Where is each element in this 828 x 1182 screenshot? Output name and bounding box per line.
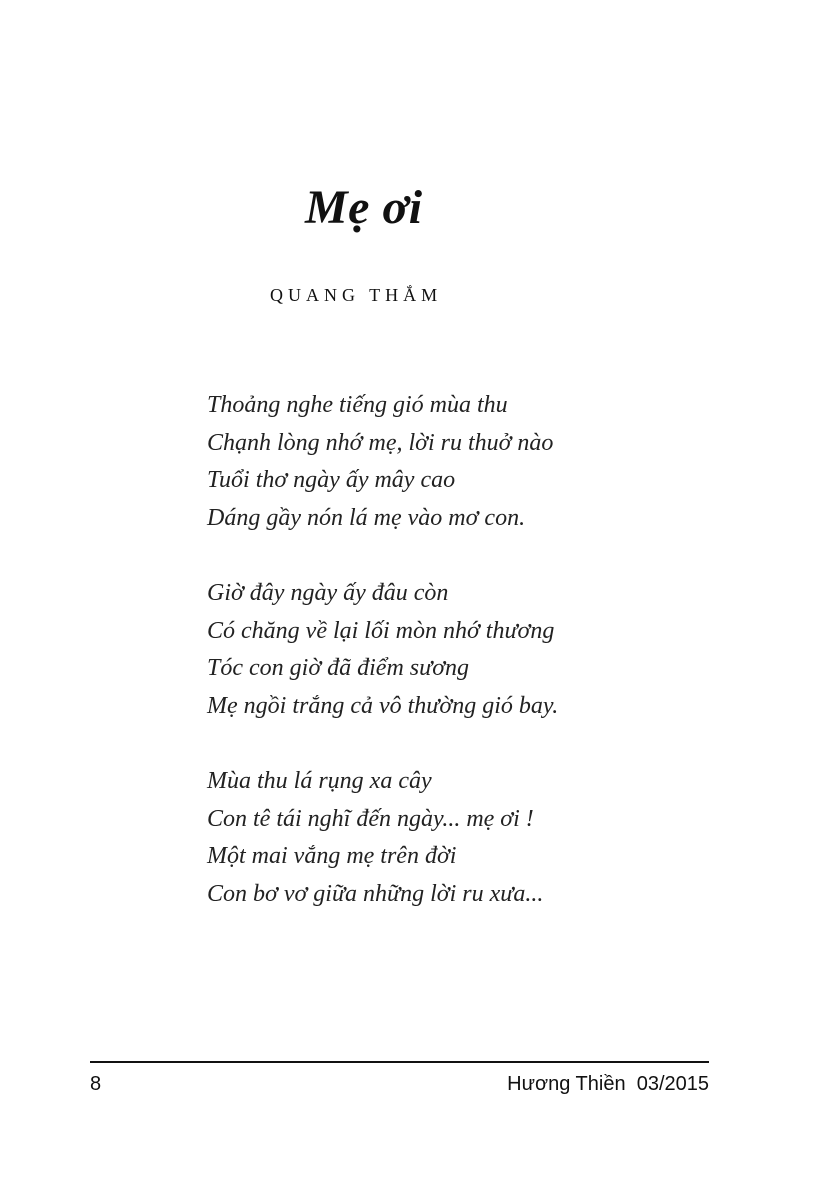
poem-line: Chạnh lòng nhớ mẹ, lời ru thuở nào <box>207 429 554 456</box>
poem-line: Tuổi thơ ngày ấy mây cao <box>207 467 456 493</box>
poem-line: Giờ đây ngày ấy đâu còn <box>207 580 449 606</box>
poem-line: Một mai vắng mẹ trên đời <box>207 843 457 869</box>
footer-divider <box>90 1061 709 1063</box>
poem-line: Tóc con giờ đã điểm sương <box>207 655 470 681</box>
poem-body <box>207 387 558 913</box>
stanza-1 <box>207 387 558 537</box>
poem-author: QUANG THẮM <box>270 285 443 305</box>
poem-line: Có chăng về lại lối mòn nhớ thương <box>207 617 555 644</box>
page-number: 8 <box>90 1073 102 1095</box>
poem-title: Mẹ ơi <box>305 181 423 234</box>
poem-line: Con bơ vơ giữa những lời ru xưa... <box>207 880 544 907</box>
poem-line: Thoảng nghe tiếng gió mùa thu <box>207 392 508 418</box>
publication-info: Hương Thiền 03/2015 <box>507 1073 709 1095</box>
poem-line: Mẹ ngồi trắng cả vô thường gió bay. <box>207 692 559 719</box>
stanza-2 <box>207 575 558 725</box>
poem-line: Dáng gầy nón lá mẹ vào mơ con. <box>207 504 526 531</box>
stanza-3 <box>207 763 558 913</box>
poem-line: Con tê tái nghĩ đến ngày... mẹ ơi ! <box>207 805 534 832</box>
poem-line: Mùa thu lá rụng xa cây <box>207 768 432 794</box>
